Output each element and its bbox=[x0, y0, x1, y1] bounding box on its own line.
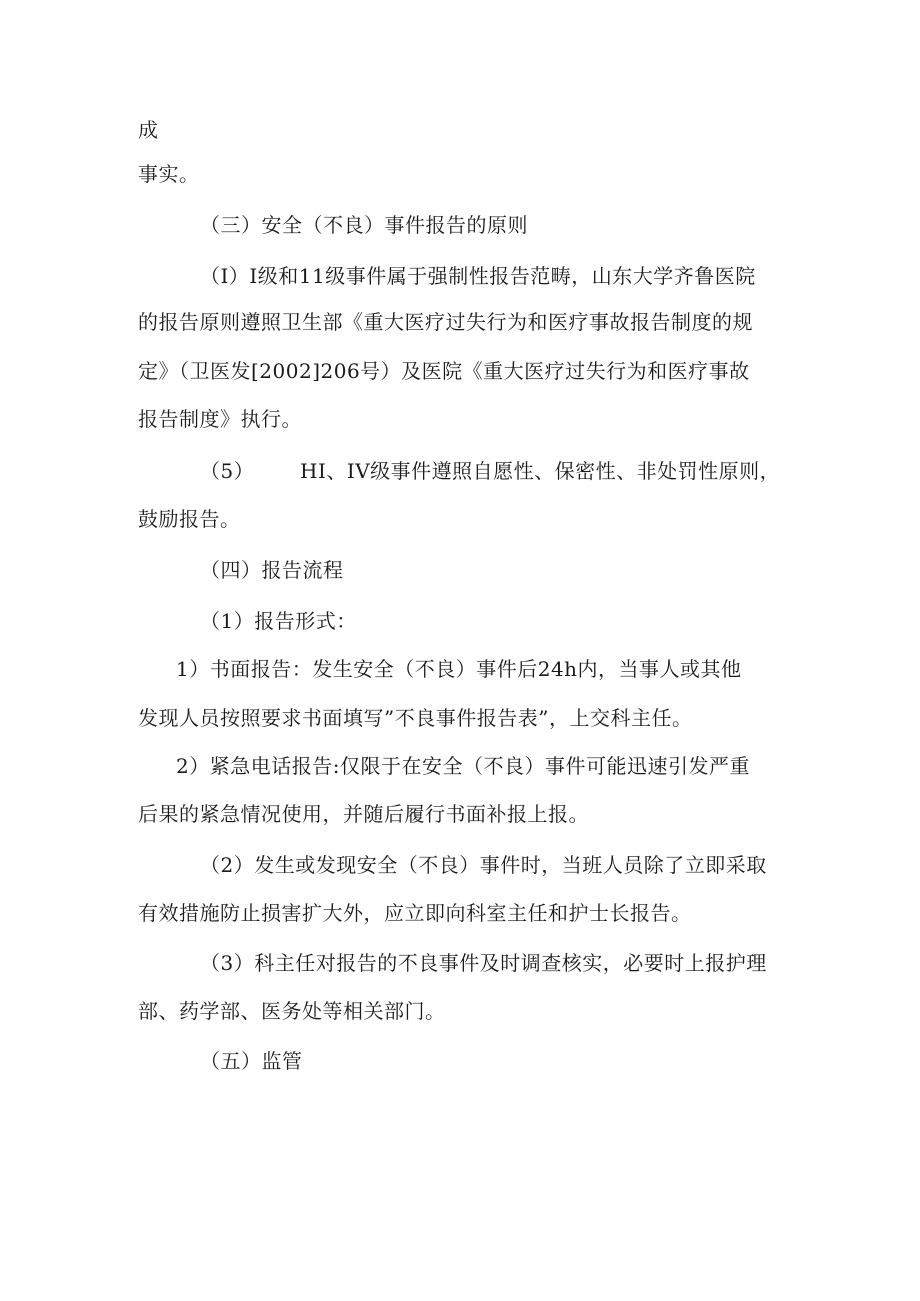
section-heading-process: （四）报告流程 bbox=[200, 558, 344, 582]
text-line-9: 鼓励报告。 bbox=[138, 507, 241, 531]
text-line-8: HI、IV级事件遵照自愿性、保密性、非处罚性原则， bbox=[300, 459, 781, 483]
section-heading-principles: （三）安全（不良）事件报告的原则 bbox=[200, 213, 528, 237]
text-line-2: 事实。 bbox=[138, 162, 200, 186]
text-line-13: 发现人员按照要求书面填写”不良事件报告表”，上交科主任。 bbox=[138, 706, 693, 730]
section-heading-supervision: （五）监管 bbox=[200, 1049, 303, 1073]
text-line-16: （2）发生或发现安全（不良）事件时，当班人员除了立即采取 bbox=[200, 853, 767, 877]
text-line-5: 的报告原则遵照卫生部《重大医疗过失行为和医疗事故报告制度的规 bbox=[138, 310, 753, 334]
text-line-14: 2）紧急电话报告:仅限于在安全（不良）事件可能迅速引发严重 bbox=[176, 754, 750, 778]
text-line-12: 1）书面报告：发生安全（不良）事件后24h内，当事人或其他 bbox=[176, 657, 742, 681]
text-line-17: 有效措施防止损害扩大外，应立即向科室主任和护士长报告。 bbox=[138, 901, 692, 925]
text-line-19: 部、药学部、医务处等相关部门。 bbox=[138, 999, 446, 1023]
text-line-6: 定》（卫医发[2002]206号）及医院《重大医疗过失行为和医疗事故 bbox=[138, 359, 750, 383]
list-marker-5: （5） bbox=[200, 459, 255, 483]
text-line-1: 成 bbox=[138, 118, 159, 142]
text-line-4: （I）I级和11级事件属于强制性报告范畴，山东大学齐鲁医院 bbox=[200, 264, 756, 288]
text-line-7: 报告制度》执行。 bbox=[138, 407, 302, 431]
text-line-11: （1）报告形式： bbox=[200, 609, 357, 633]
text-line-18: （3）科主任对报告的不良事件及时调查核实，必要时上报护理 bbox=[200, 951, 767, 975]
text-line-15: 后果的紧急情况使用，并随后履行书面补报上报。 bbox=[138, 802, 589, 826]
